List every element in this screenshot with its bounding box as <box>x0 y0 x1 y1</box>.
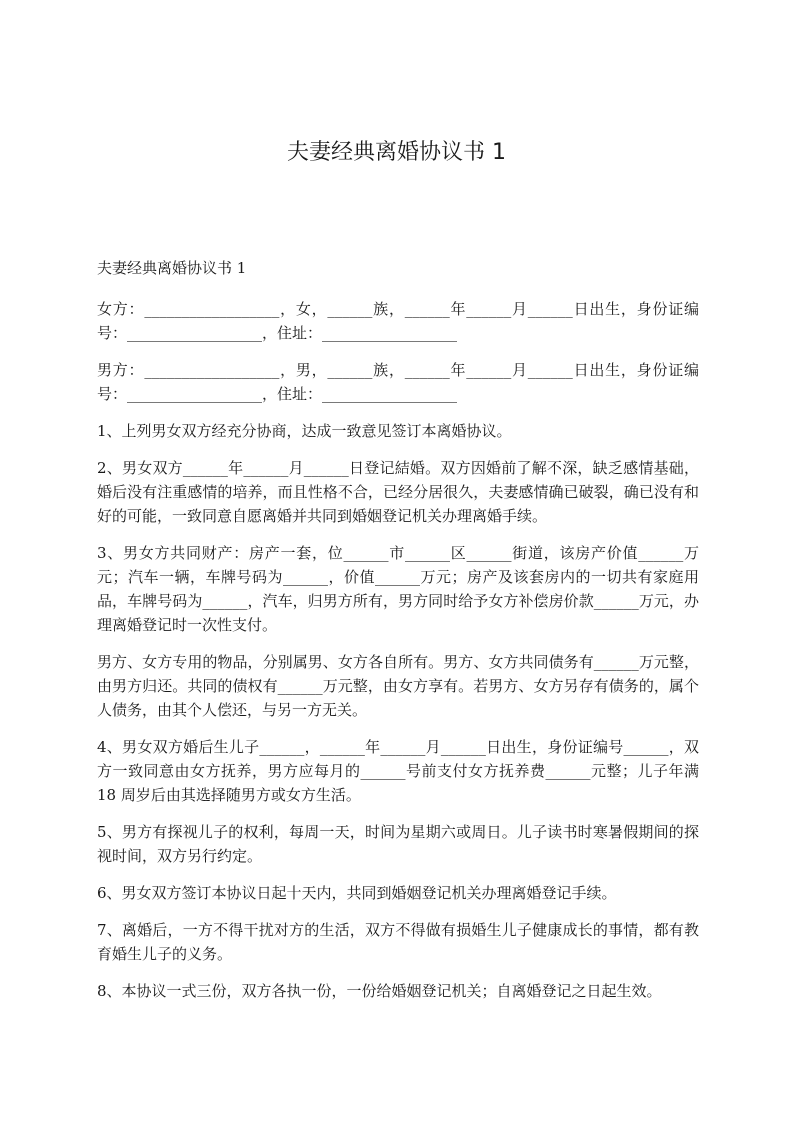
document-title: 夫妻经典离婚协议书 1 <box>287 140 506 165</box>
paragraph-personal-items-debts: 男方、女方专用的物品，分别属男、女方各自所有。男方、女方共同债务有______万元整，由男方归还。共同的债权有______万元整，由女方享有。若男方、女方另存有债务的，属个人债务，由其个人偿还，与另一方无关。 <box>97 653 699 719</box>
document-subtitle: 夫妻经典离婚协议书 1 <box>97 259 247 277</box>
paragraph-clause-2: 2、男女双方______年______月______日登记結婚。双方因婚前了解不深，缺乏感情基础，婚后没有注重感情的培养，而且性格不合，已经分居很久，夫妻感情确已破裂，确已没有和好的可能，一致同意自愿离婚并共同到婚姻登记机关办理离婚手续。 <box>97 459 699 525</box>
paragraph-husband-info: 男方：__________________，男，______族，______年______月______日出生，身份证编号：__________________，住址：__________________ <box>97 361 699 403</box>
paragraph-clause-5: 5、男方有探视儿子的权利，每周一天，时间为星期六或周日。儿子读书时寒暑假期间的探视时间，双方另行约定。 <box>97 823 699 865</box>
paragraph-clause-1: 1、上列男女双方经充分协商，达成一致意见签订本离婚协议。 <box>97 422 512 440</box>
paragraph-clause-8: 8、本协议一式三份，双方各执一份，一份给婚姻登记机关；自离婚登记之日起生效。 <box>97 982 662 1000</box>
paragraph-clause-3: 3、男女方共同财产：房产一套，位______市______区______街道，该房产价值______万元；汽车一辆，车牌号码为______，价值______万元；房产及该套房内的一切共有家庭用品，车牌号码为______，汽车，归男方所有，男方同时给予女方补偿房价款______万元，办理离婚登记时一次性支付。 <box>97 544 699 634</box>
paragraph-clause-4: 4、男女双方婚后生儿子______，______年______月______日出生，身份证编号______，双方一致同意由女方抚养，男方应每月的______号前支付女方抚养费______元整；儿子年满 18 周岁后由其选择随男方或女方生活。 <box>97 738 699 804</box>
document-body <box>97 256 699 1016</box>
paragraph-wife-info: 女方：__________________，女，______族，______年______月______日出生，身份证编号：__________________，住址：__________________ <box>97 300 699 342</box>
paragraph-clause-7: 7、离婚后，一方不得干扰对方的生活，双方不得做有损婚生儿子健康成长的事情，都有教育婚生儿子的义务。 <box>97 921 699 963</box>
paragraph-clause-6: 6、男女双方签订本协议日起十天内，共同到婚姻登记机关办理离婚登记手续。 <box>97 884 617 902</box>
